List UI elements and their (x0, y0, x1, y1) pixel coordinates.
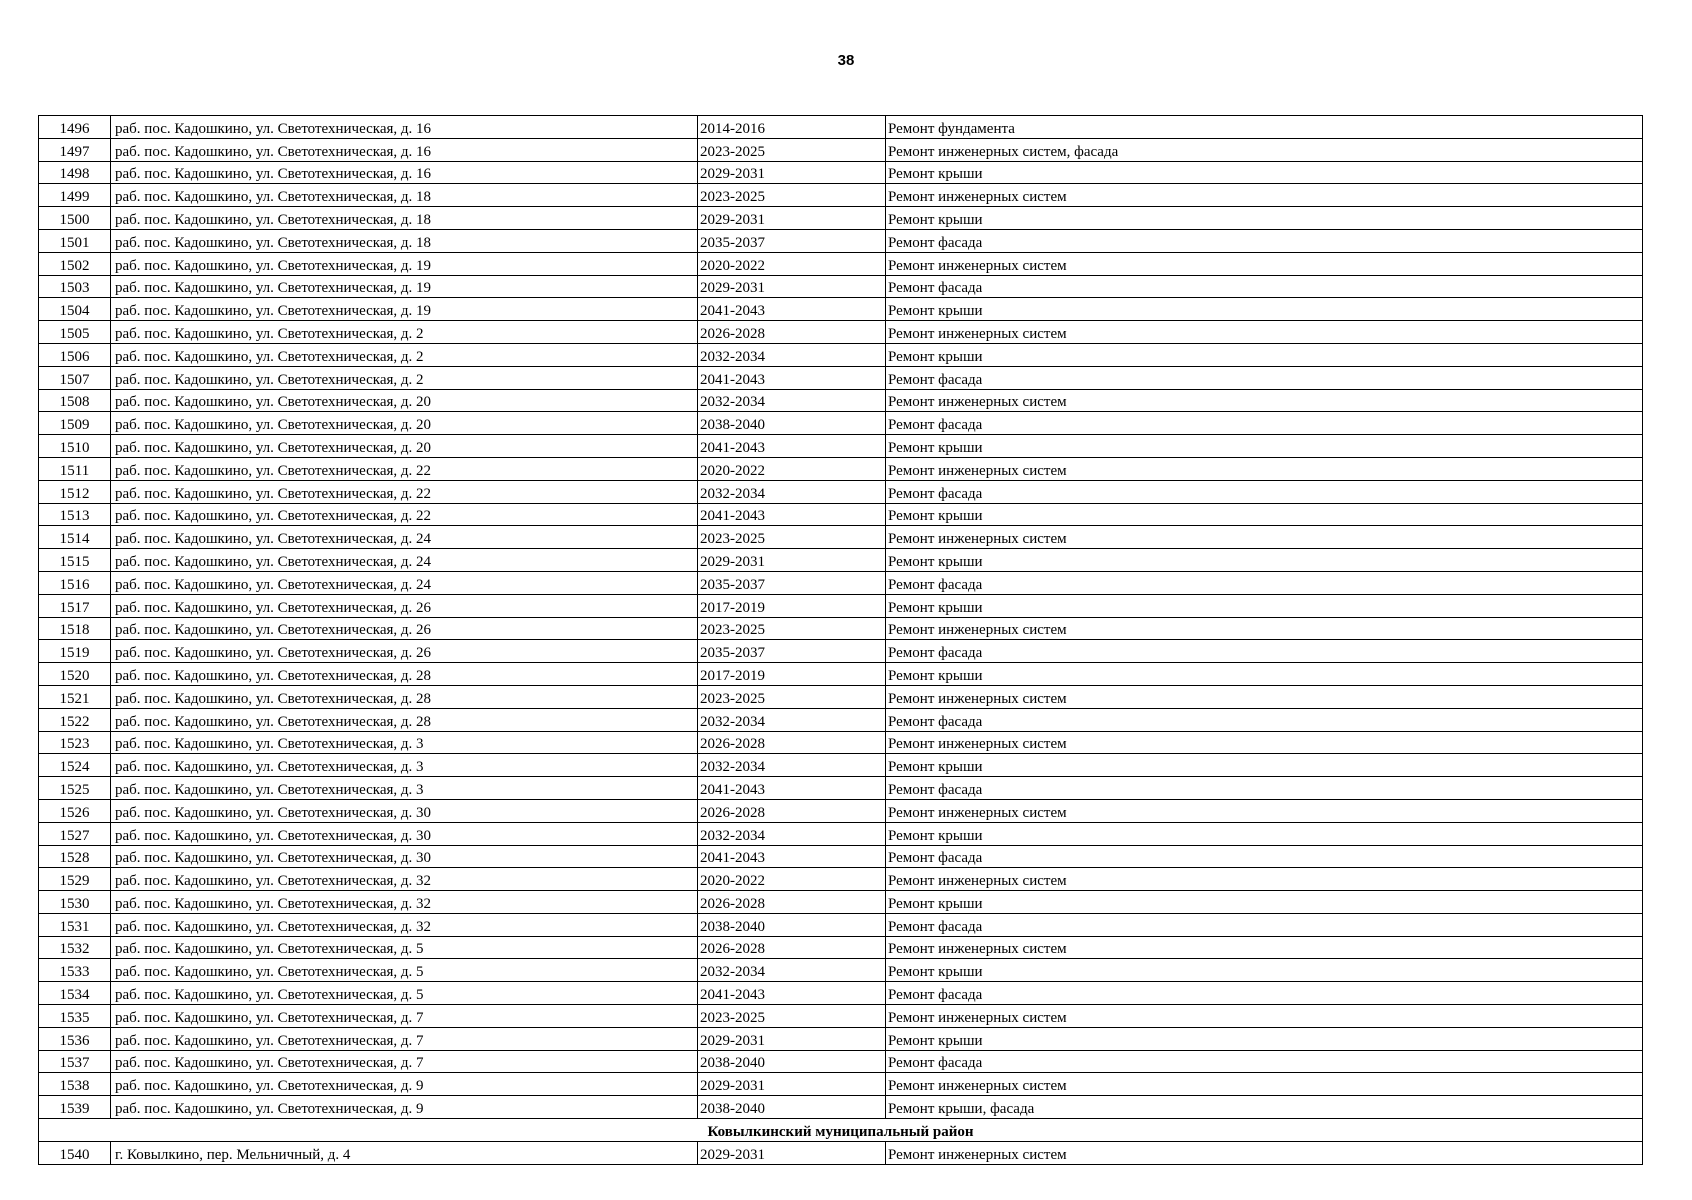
row-number-cell: 1533 (39, 959, 111, 982)
row-number-cell: 1532 (39, 936, 111, 959)
period-cell: 2041-2043 (698, 777, 886, 800)
address-cell: раб. пос. Кадошкино, ул. Светотехническая, д. 24 (111, 571, 698, 594)
period-cell: 2023-2025 (698, 138, 886, 161)
period-cell: 2029-2031 (698, 161, 886, 184)
address-cell: раб. пос. Кадошкино, ул. Светотехническая, д. 2 (111, 343, 698, 366)
period-cell: 2032-2034 (698, 822, 886, 845)
row-number-cell: 1512 (39, 480, 111, 503)
period-cell: 2023-2025 (698, 526, 886, 549)
period-cell: 2023-2025 (698, 685, 886, 708)
work-type-cell: Ремонт фасада (886, 845, 1643, 868)
table-row (39, 229, 1643, 252)
work-type-cell: Ремонт фасада (886, 366, 1643, 389)
work-type-cell: Ремонт крыши (886, 822, 1643, 845)
period-cell: 2032-2034 (698, 389, 886, 412)
table-row (39, 868, 1643, 891)
row-number-cell: 1503 (39, 275, 111, 298)
table-row (39, 207, 1643, 230)
address-cell: раб. пос. Кадошкино, ул. Светотехническая, д. 32 (111, 868, 698, 891)
period-cell: 2026-2028 (698, 321, 886, 344)
address-cell: раб. пос. Кадошкино, ул. Светотехническая, д. 24 (111, 526, 698, 549)
row-number-cell: 1509 (39, 412, 111, 435)
table-row (39, 343, 1643, 366)
row-number-cell: 1539 (39, 1096, 111, 1119)
row-number-cell: 1529 (39, 868, 111, 891)
address-cell: раб. пос. Кадошкино, ул. Светотехническая, д. 30 (111, 822, 698, 845)
work-type-cell: Ремонт крыши (886, 594, 1643, 617)
period-cell: 2017-2019 (698, 594, 886, 617)
work-type-cell: Ремонт инженерных систем (886, 1005, 1643, 1028)
address-cell: раб. пос. Кадошкино, ул. Светотехническая, д. 16 (111, 138, 698, 161)
address-cell: раб. пос. Кадошкино, ул. Светотехническая, д. 9 (111, 1073, 698, 1096)
table-row (39, 252, 1643, 275)
work-type-cell: Ремонт фасада (886, 913, 1643, 936)
table-row (39, 1005, 1643, 1028)
address-cell: раб. пос. Кадошкино, ул. Светотехническая, д. 5 (111, 936, 698, 959)
address-cell: раб. пос. Кадошкино, ул. Светотехническая, д. 30 (111, 799, 698, 822)
work-type-cell: Ремонт крыши (886, 298, 1643, 321)
work-type-cell: Ремонт инженерных систем (886, 868, 1643, 891)
period-cell: 2035-2037 (698, 571, 886, 594)
table-row (39, 116, 1643, 139)
work-type-cell: Ремонт крыши (886, 549, 1643, 572)
address-cell: раб. пос. Кадошкино, ул. Светотехническая, д. 28 (111, 663, 698, 686)
period-cell: 2026-2028 (698, 799, 886, 822)
period-cell: 2023-2025 (698, 617, 886, 640)
address-cell: раб. пос. Кадошкино, ул. Светотехническая, д. 3 (111, 731, 698, 754)
row-number-cell: 1496 (39, 116, 111, 139)
row-number-cell: 1527 (39, 822, 111, 845)
row-number-cell: 1514 (39, 526, 111, 549)
row-number-cell: 1528 (39, 845, 111, 868)
work-type-cell: Ремонт фасада (886, 708, 1643, 731)
row-number-cell: 1522 (39, 708, 111, 731)
work-type-cell: Ремонт инженерных систем (886, 1141, 1643, 1164)
table-row (39, 663, 1643, 686)
address-cell: раб. пос. Кадошкино, ул. Светотехническая, д. 16 (111, 161, 698, 184)
address-cell: раб. пос. Кадошкино, ул. Светотехническая, д. 18 (111, 229, 698, 252)
district-title: Ковылкинский муниципальный район (39, 1119, 1643, 1142)
row-number-cell: 1520 (39, 663, 111, 686)
period-cell: 2029-2031 (698, 1027, 886, 1050)
table-row (39, 1027, 1643, 1050)
address-cell: раб. пос. Кадошкино, ул. Светотехническая, д. 32 (111, 913, 698, 936)
address-cell: раб. пос. Кадошкино, ул. Светотехническая, д. 16 (111, 116, 698, 139)
address-cell: раб. пос. Кадошкино, ул. Светотехническая, д. 28 (111, 685, 698, 708)
table-row (39, 321, 1643, 344)
table-row (39, 1073, 1643, 1096)
address-cell: раб. пос. Кадошкино, ул. Светотехническая, д. 2 (111, 321, 698, 344)
table-row (39, 526, 1643, 549)
row-number-cell: 1537 (39, 1050, 111, 1073)
period-cell: 2035-2037 (698, 229, 886, 252)
address-cell: раб. пос. Кадошкино, ул. Светотехническая, д. 2 (111, 366, 698, 389)
period-cell: 2029-2031 (698, 275, 886, 298)
row-number-cell: 1497 (39, 138, 111, 161)
address-cell: раб. пос. Кадошкино, ул. Светотехническая, д. 7 (111, 1027, 698, 1050)
work-type-cell: Ремонт крыши (886, 435, 1643, 458)
table-row (39, 549, 1643, 572)
period-cell: 2023-2025 (698, 184, 886, 207)
table-row (39, 435, 1643, 458)
row-number-cell: 1538 (39, 1073, 111, 1096)
work-type-cell: Ремонт крыши (886, 959, 1643, 982)
work-type-cell: Ремонт фасада (886, 1050, 1643, 1073)
table-row (39, 936, 1643, 959)
period-cell: 2026-2028 (698, 891, 886, 914)
table-row (39, 366, 1643, 389)
period-cell: 2020-2022 (698, 457, 886, 480)
period-cell: 2026-2028 (698, 936, 886, 959)
period-cell: 2026-2028 (698, 731, 886, 754)
period-cell: 2032-2034 (698, 754, 886, 777)
row-number-cell: 1507 (39, 366, 111, 389)
address-cell: раб. пос. Кадошкино, ул. Светотехническая, д. 32 (111, 891, 698, 914)
address-cell: раб. пос. Кадошкино, ул. Светотехническая, д. 5 (111, 959, 698, 982)
table-row (39, 891, 1643, 914)
row-number-cell: 1530 (39, 891, 111, 914)
address-cell: раб. пос. Кадошкино, ул. Светотехническая, д. 22 (111, 457, 698, 480)
period-cell: 2035-2037 (698, 640, 886, 663)
work-type-cell: Ремонт крыши (886, 891, 1643, 914)
row-number-cell: 1498 (39, 161, 111, 184)
row-number-cell: 1531 (39, 913, 111, 936)
work-type-cell: Ремонт крыши (886, 754, 1643, 777)
work-type-cell: Ремонт фасада (886, 777, 1643, 800)
table-row (39, 822, 1643, 845)
work-type-cell: Ремонт инженерных систем (886, 184, 1643, 207)
period-cell: 2041-2043 (698, 845, 886, 868)
work-type-cell: Ремонт фасада (886, 640, 1643, 663)
address-cell: раб. пос. Кадошкино, ул. Светотехническая, д. 26 (111, 594, 698, 617)
row-number-cell: 1534 (39, 982, 111, 1005)
table-row (39, 571, 1643, 594)
row-number-cell: 1501 (39, 229, 111, 252)
address-cell: раб. пос. Кадошкино, ул. Светотехническая, д. 19 (111, 275, 698, 298)
address-cell: раб. пос. Кадошкино, ул. Светотехническая, д. 19 (111, 298, 698, 321)
period-cell: 2041-2043 (698, 503, 886, 526)
work-type-cell: Ремонт крыши (886, 1027, 1643, 1050)
work-type-cell: Ремонт инженерных систем (886, 457, 1643, 480)
period-cell: 2038-2040 (698, 1050, 886, 1073)
row-number-cell: 1536 (39, 1027, 111, 1050)
address-cell: раб. пос. Кадошкино, ул. Светотехническая, д. 30 (111, 845, 698, 868)
table-row (39, 1096, 1643, 1119)
row-number-cell: 1500 (39, 207, 111, 230)
period-cell: 2023-2025 (698, 1005, 886, 1028)
period-cell: 2032-2034 (698, 959, 886, 982)
row-number-cell: 1524 (39, 754, 111, 777)
work-type-cell: Ремонт фасада (886, 412, 1643, 435)
period-cell: 2029-2031 (698, 1141, 886, 1164)
work-type-cell: Ремонт инженерных систем (886, 526, 1643, 549)
address-cell: раб. пос. Кадошкино, ул. Светотехническая, д. 3 (111, 777, 698, 800)
period-cell: 2038-2040 (698, 913, 886, 936)
row-number-cell: 1519 (39, 640, 111, 663)
row-number-cell: 1502 (39, 252, 111, 275)
table-row (39, 754, 1643, 777)
address-cell: раб. пос. Кадошкино, ул. Светотехническая, д. 3 (111, 754, 698, 777)
period-cell: 2041-2043 (698, 298, 886, 321)
work-type-cell: Ремонт крыши, фасада (886, 1096, 1643, 1119)
table-row (39, 640, 1643, 663)
table-row (39, 594, 1643, 617)
page-number: 38 (837, 52, 855, 69)
table-row (39, 389, 1643, 412)
period-cell: 2020-2022 (698, 868, 886, 891)
table-row (39, 412, 1643, 435)
work-type-cell: Ремонт инженерных систем (886, 252, 1643, 275)
table-row (39, 731, 1643, 754)
address-cell: раб. пос. Кадошкино, ул. Светотехническая, д. 26 (111, 640, 698, 663)
period-cell: 2029-2031 (698, 549, 886, 572)
address-cell: раб. пос. Кадошкино, ул. Светотехническая, д. 20 (111, 435, 698, 458)
work-type-cell: Ремонт инженерных систем (886, 685, 1643, 708)
table-row (39, 480, 1643, 503)
period-cell: 2029-2031 (698, 207, 886, 230)
address-cell: раб. пос. Кадошкино, ул. Светотехническая, д. 18 (111, 184, 698, 207)
period-cell: 2020-2022 (698, 252, 886, 275)
table-row (39, 161, 1643, 184)
work-type-cell: Ремонт крыши (886, 503, 1643, 526)
row-number-cell: 1499 (39, 184, 111, 207)
address-cell: раб. пос. Кадошкино, ул. Светотехническая, д. 7 (111, 1050, 698, 1073)
address-cell: раб. пос. Кадошкино, ул. Светотехническая, д. 28 (111, 708, 698, 731)
address-cell: раб. пос. Кадошкино, ул. Светотехническая, д. 20 (111, 389, 698, 412)
address-cell: г. Ковылкино, пер. Мельничный, д. 4 (111, 1141, 698, 1164)
row-number-cell: 1510 (39, 435, 111, 458)
address-cell: раб. пос. Кадошкино, ул. Светотехническая, д. 26 (111, 617, 698, 640)
work-type-cell: Ремонт крыши (886, 343, 1643, 366)
repair-schedule-body (39, 116, 1643, 1165)
table-row (39, 913, 1643, 936)
table-row (39, 845, 1643, 868)
address-cell: раб. пос. Кадошкино, ул. Светотехническая, д. 5 (111, 982, 698, 1005)
row-number-cell: 1518 (39, 617, 111, 640)
period-cell: 2032-2034 (698, 343, 886, 366)
table-row (39, 298, 1643, 321)
table-row (39, 708, 1643, 731)
work-type-cell: Ремонт крыши (886, 663, 1643, 686)
work-type-cell: Ремонт крыши (886, 207, 1643, 230)
work-type-cell: Ремонт инженерных систем (886, 731, 1643, 754)
work-type-cell: Ремонт фасада (886, 571, 1643, 594)
work-type-cell: Ремонт фасада (886, 229, 1643, 252)
work-type-cell: Ремонт инженерных систем (886, 1073, 1643, 1096)
period-cell: 2014-2016 (698, 116, 886, 139)
table-row (39, 275, 1643, 298)
period-cell: 2041-2043 (698, 982, 886, 1005)
period-cell: 2032-2034 (698, 708, 886, 731)
period-cell: 2041-2043 (698, 366, 886, 389)
address-cell: раб. пос. Кадошкино, ул. Светотехническая, д. 9 (111, 1096, 698, 1119)
work-type-cell: Ремонт инженерных систем (886, 321, 1643, 344)
work-type-cell: Ремонт инженерных систем, фасада (886, 138, 1643, 161)
section-header-row (39, 1119, 1643, 1142)
address-cell: раб. пос. Кадошкино, ул. Светотехническая, д. 18 (111, 207, 698, 230)
period-cell: 2041-2043 (698, 435, 886, 458)
address-cell: раб. пос. Кадошкино, ул. Светотехническая, д. 20 (111, 412, 698, 435)
period-cell: 2038-2040 (698, 412, 886, 435)
row-number-cell: 1526 (39, 799, 111, 822)
table-row (39, 617, 1643, 640)
row-number-cell: 1525 (39, 777, 111, 800)
row-number-cell: 1504 (39, 298, 111, 321)
address-cell: раб. пос. Кадошкино, ул. Светотехническая, д. 7 (111, 1005, 698, 1028)
row-number-cell: 1516 (39, 571, 111, 594)
table-row (39, 1050, 1643, 1073)
table-row (39, 184, 1643, 207)
work-type-cell: Ремонт инженерных систем (886, 389, 1643, 412)
period-cell: 2017-2019 (698, 663, 886, 686)
address-cell: раб. пос. Кадошкино, ул. Светотехническая, д. 22 (111, 503, 698, 526)
row-number-cell: 1515 (39, 549, 111, 572)
table-row (39, 1141, 1643, 1164)
table-row (39, 457, 1643, 480)
row-number-cell: 1540 (39, 1141, 111, 1164)
row-number-cell: 1506 (39, 343, 111, 366)
table-row (39, 777, 1643, 800)
address-cell: раб. пос. Кадошкино, ул. Светотехническая, д. 24 (111, 549, 698, 572)
row-number-cell: 1511 (39, 457, 111, 480)
table-row (39, 799, 1643, 822)
address-cell: раб. пос. Кадошкино, ул. Светотехническая, д. 22 (111, 480, 698, 503)
work-type-cell: Ремонт фундамента (886, 116, 1643, 139)
row-number-cell: 1521 (39, 685, 111, 708)
row-number-cell: 1517 (39, 594, 111, 617)
period-cell: 2029-2031 (698, 1073, 886, 1096)
work-type-cell: Ремонт крыши (886, 161, 1643, 184)
work-type-cell: Ремонт фасада (886, 275, 1643, 298)
table-row (39, 503, 1643, 526)
row-number-cell: 1508 (39, 389, 111, 412)
row-number-cell: 1505 (39, 321, 111, 344)
work-type-cell: Ремонт инженерных систем (886, 799, 1643, 822)
period-cell: 2038-2040 (698, 1096, 886, 1119)
row-number-cell: 1523 (39, 731, 111, 754)
work-type-cell: Ремонт фасада (886, 480, 1643, 503)
table-row (39, 982, 1643, 1005)
work-type-cell: Ремонт фасада (886, 982, 1643, 1005)
period-cell: 2032-2034 (698, 480, 886, 503)
work-type-cell: Ремонт инженерных систем (886, 617, 1643, 640)
table-row (39, 685, 1643, 708)
row-number-cell: 1535 (39, 1005, 111, 1028)
table-row (39, 138, 1643, 161)
repair-schedule-table (38, 115, 1643, 1165)
row-number-cell: 1513 (39, 503, 111, 526)
address-cell: раб. пос. Кадошкино, ул. Светотехническая, д. 19 (111, 252, 698, 275)
work-type-cell: Ремонт инженерных систем (886, 936, 1643, 959)
table-row (39, 959, 1643, 982)
